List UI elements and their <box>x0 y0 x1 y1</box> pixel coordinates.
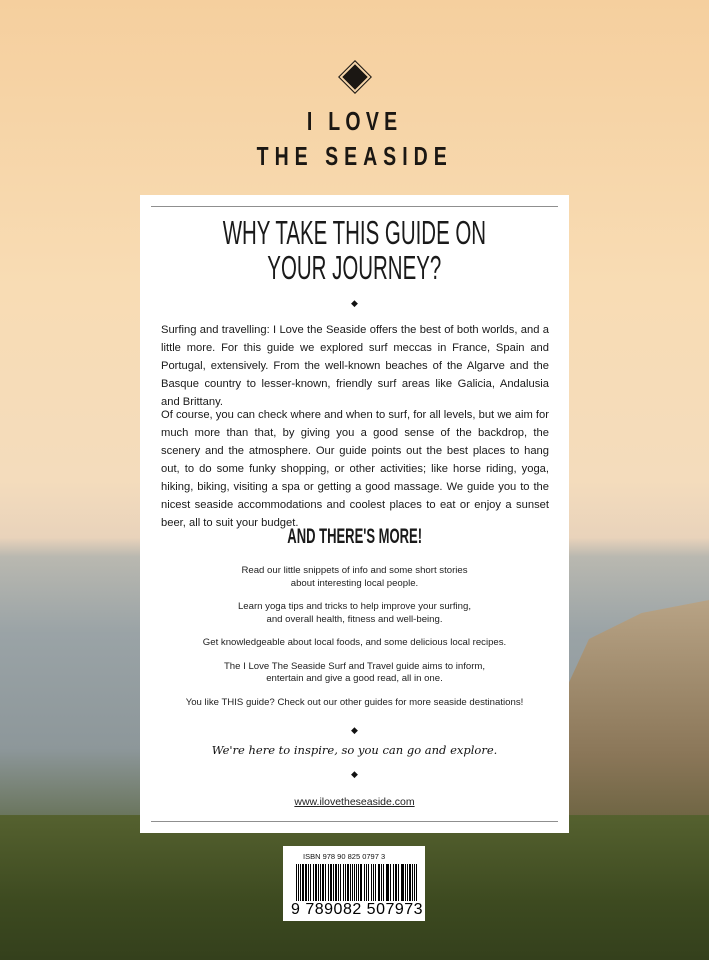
barcode-bar <box>338 864 339 906</box>
barcode-bar <box>395 864 397 906</box>
barcode-bar <box>325 864 326 906</box>
list-item: Get knowledgeable about local foods, and some delicious local recipes. <box>202 637 507 648</box>
barcode-bar <box>360 864 362 906</box>
barcode-bar <box>393 864 394 906</box>
barcode-bar <box>405 864 406 906</box>
barcode-bar <box>387 864 388 906</box>
brand-line2: THE SEASIDE <box>256 141 453 171</box>
title-line2: YOUR JOURNEY? <box>267 249 442 286</box>
website-link[interactable]: www.ilovetheseaside.com <box>294 796 415 808</box>
list-item: You like THIS guide? Check out our other guides for more seaside destinations! <box>185 696 524 708</box>
barcode-digits: 9 789082 507973 <box>291 901 424 918</box>
barcode-bar <box>373 864 374 906</box>
barcode-bar <box>398 864 399 906</box>
barcode-bar <box>352 864 353 906</box>
divider-top <box>151 206 558 207</box>
barcode-bar <box>315 864 316 906</box>
barcode-bar <box>386 864 387 906</box>
barcode-bar <box>305 864 307 906</box>
subtitle-text: AND THERE'S MORE! <box>287 525 422 548</box>
barcode-bar <box>328 864 329 906</box>
list-item: Read our little snippets of info and some short stories about interesting local people. <box>241 565 468 589</box>
barcode-bar <box>356 864 357 906</box>
diamond-bullet-icon: ◆ <box>351 769 358 779</box>
barcode-bar <box>409 864 410 906</box>
barcode-bar <box>300 864 301 906</box>
panel-title <box>140 215 569 285</box>
barcode-bar <box>412 864 413 906</box>
barcode-bar <box>416 864 417 906</box>
barcode-bar <box>296 864 297 906</box>
barcode-bar <box>343 864 344 906</box>
text-panel <box>140 195 569 833</box>
barcode-bar <box>407 864 408 906</box>
list-item: The I Love The Seaside Surf and Travel guide aims to inform, entertain and give a good read, all in one. <box>223 660 486 684</box>
diamond-bullet-icon: ◆ <box>351 725 358 735</box>
barcode-bar <box>333 864 334 906</box>
barcode-bar <box>302 864 303 906</box>
barcode-bar <box>368 864 369 906</box>
barcode-bars <box>296 864 418 906</box>
barcode-bar <box>313 864 314 906</box>
barcode-bar <box>390 864 391 906</box>
barcode-bar <box>366 864 367 906</box>
barcode-bar <box>414 864 415 906</box>
isbn-barcode <box>283 846 425 921</box>
barcode-bar <box>318 864 319 906</box>
barcode-bar <box>308 864 309 906</box>
barcode-bar <box>402 864 403 906</box>
barcode-bar <box>350 864 351 906</box>
details-paragraph: Of course, you can check where and when to surf, for all levels, but we aim for much more than that, by giving you a good sense of the backdrop, the scenery and the atmosphere. Our guide points out the best places to hang out, to do some funky shopping, or other activities; like horse riding, yoga, hiking, biking, visiting a spa or getting a good massage. We guide you to the nicest seaside accommodations and coolest places to eat or enjoy a sunset beer, all to suit your budget. <box>161 409 549 529</box>
feature-list <box>140 565 569 720</box>
isbn-text: ISBN 978 90 825 0797 3 <box>303 852 386 861</box>
brand-logo <box>0 66 709 172</box>
barcode-bar <box>335 864 337 906</box>
tagline: We're here to inspire, so you can go and explore. <box>211 743 498 757</box>
list-item: Learn yoga tips and tricks to help improve your surfing, and overall health, fitness and well-being. <box>237 601 472 625</box>
barcode-bar <box>320 864 321 906</box>
barcode-bar <box>322 864 324 906</box>
barcode-bar <box>354 864 355 906</box>
barcode-bar <box>375 864 376 906</box>
divider-bottom <box>151 821 558 822</box>
barcode-bar <box>378 864 380 906</box>
subtitle <box>140 525 569 549</box>
intro-paragraph: Surfing and travelling: I Love the Seaside offers the best of both worlds, and a little more. For this guide we explored surf meccas in France, Spain and Portugal, extensively. From the well-known beaches of the Algarve and the Basque country to lesser-known, friendly surf areas like Galicia, Andalusia and Brittany. <box>161 324 549 408</box>
barcode-bar <box>371 864 372 906</box>
title-line1: WHY TAKE THIS GUIDE ON <box>222 214 487 251</box>
barcode-bar <box>298 864 299 906</box>
barcode-bar <box>330 864 331 906</box>
barcode-bar <box>381 864 382 906</box>
barcode-bar <box>364 864 365 906</box>
barcode-bar <box>347 864 348 906</box>
barcode-bar <box>310 864 311 906</box>
barcode-bar <box>340 864 341 906</box>
barcode-bar <box>358 864 359 906</box>
barcode-bar <box>401 864 402 906</box>
diamond-bullet-icon: ◆ <box>351 298 358 308</box>
barcode-bar <box>383 864 384 906</box>
barcode-bar <box>345 864 346 906</box>
brand-line1: I LOVE <box>306 106 403 136</box>
